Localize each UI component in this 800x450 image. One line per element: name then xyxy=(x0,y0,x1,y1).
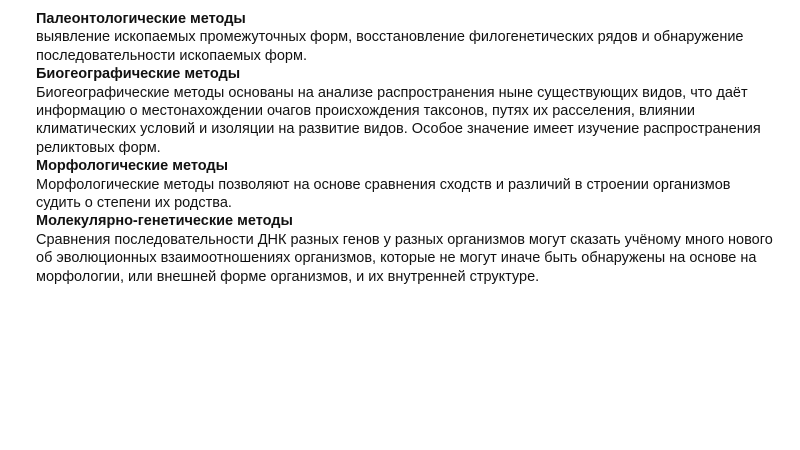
section-molecular-genetic xyxy=(36,212,776,286)
section-body: Морфологические методы позволяют на основе сравнения сходств и различий в строении организмов судить о степени их родства. xyxy=(36,176,731,212)
slide-content xyxy=(36,10,776,286)
section-title: Молекулярно-генетические методы xyxy=(36,213,293,230)
section-title: Палеонтологические методы xyxy=(36,11,246,27)
section-body: выявление ископаемых промежуточных форм, восстановление филогенетических рядов и обнаружение последовательности ископаемых форм. xyxy=(36,29,744,64)
section-body: Биогеографические методы основаны на анализе распространения ныне существующих видов, что даёт информацию о местонахождении очагов происхождения таксонов, путях их расселения, влиянии климатических условий и изоляции на развитие видов. Особое значение имеет изучение распространения реликтовых форм. xyxy=(36,84,761,156)
section-title: Биогеографические методы xyxy=(36,66,241,83)
section-body: Сравнения последовательности ДНК разных генов у разных организмов могут сказать учёному много нового об эволюционных взаимоотношениях организмов, которые не могут иначе быть обнаружены на основе на морфологии, или внешней форме организмов, и их внутренней структуре. xyxy=(36,231,773,285)
section-biogeographical xyxy=(36,65,776,157)
section-title: Морфологические методы xyxy=(36,158,228,175)
section-morphological xyxy=(36,157,776,212)
section-paleontological xyxy=(36,10,776,65)
